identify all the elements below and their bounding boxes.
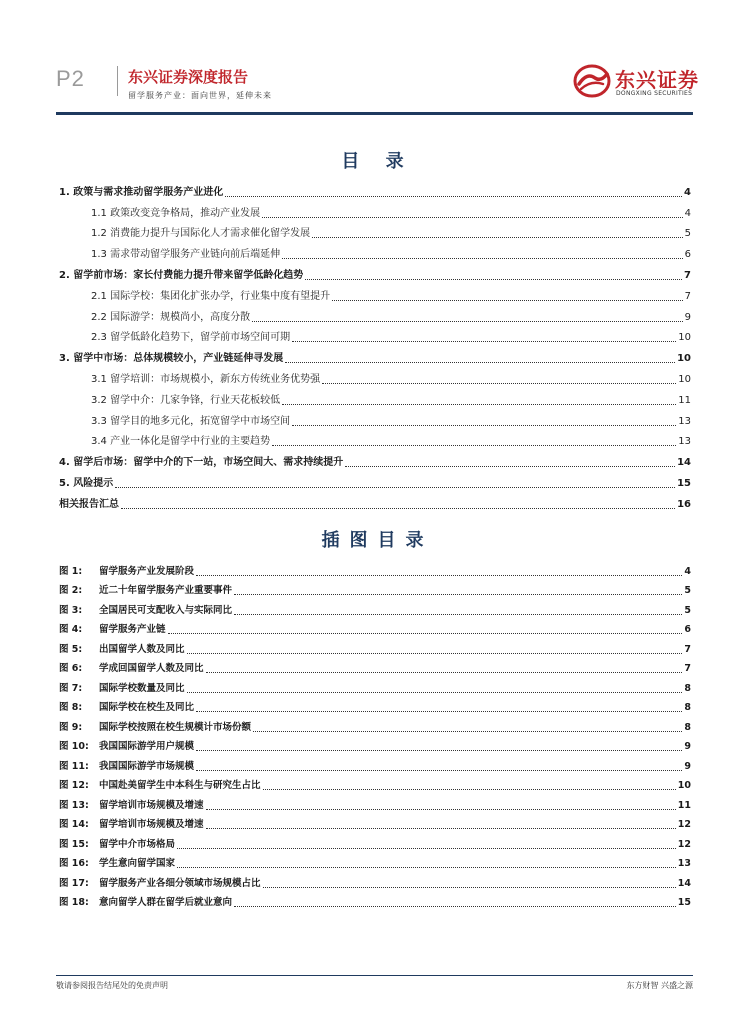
- toc-entry-page: 9: [684, 311, 691, 323]
- toc-entry-page: 13: [678, 436, 691, 448]
- figure-number: 图 16:: [59, 858, 89, 869]
- figure-page: 5: [684, 585, 691, 596]
- figure-number: 图 13:: [59, 799, 89, 811]
- toc-entry-page: 16: [677, 498, 691, 510]
- figure-entry[interactable]: [59, 812, 691, 832]
- figure-title: 全国居民可支配收入与实际同比: [99, 604, 233, 616]
- figure-number: 图 12:: [59, 780, 89, 791]
- leader-dots: [168, 633, 683, 634]
- leader-dots: [196, 750, 682, 751]
- leader-dots: [234, 594, 682, 595]
- leader-dots: [234, 906, 676, 907]
- figure-title: 我国国际游学用户规模: [99, 741, 195, 752]
- toc-entry-text: 1.3 需求带动留学服务产业链向前后端延伸: [91, 249, 281, 261]
- leader-dots: [263, 887, 676, 888]
- toc-entry-page: 11: [678, 394, 691, 406]
- figure-number: 图 1:: [59, 565, 83, 577]
- leader-dots: [282, 258, 683, 259]
- list-of-figures: [59, 558, 691, 909]
- figure-entry[interactable]: [59, 734, 691, 754]
- figure-entry[interactable]: [59, 792, 691, 812]
- leader-dots: [196, 575, 682, 576]
- figure-number: 图 15:: [59, 838, 89, 850]
- figure-title: 意向留学人群在留学后就业意向: [99, 897, 233, 908]
- figure-title: 国际学校数量及同比: [99, 682, 185, 694]
- toc-entry[interactable]: [59, 178, 691, 199]
- figure-entry[interactable]: [59, 558, 691, 578]
- figure-page: 5: [684, 604, 691, 616]
- figure-number: 图 2:: [59, 585, 83, 596]
- figure-title: 国际学校按照在校生规模计市场份额: [99, 721, 252, 733]
- leader-dots: [206, 828, 676, 829]
- toc-entry-text: 2.1 国际学校：集团化扩张办学，行业集中度有望提升: [91, 290, 331, 302]
- figure-page: 6: [684, 624, 691, 635]
- leader-dots: [177, 867, 676, 868]
- logo-text-cn: 东兴证券: [615, 68, 699, 92]
- leader-dots: [262, 217, 683, 218]
- toc-entry[interactable]: [59, 365, 691, 386]
- footer-slogan: 东方财智 兴盛之源: [626, 981, 693, 990]
- toc-entry-page: 7: [684, 290, 691, 302]
- figure-number: 图 14:: [59, 819, 89, 830]
- toc-entry-text: 1.2 消费能力提升与国际化人才需求催化留学发展: [91, 228, 311, 240]
- figure-entry[interactable]: [59, 617, 691, 637]
- toc-entry-page: 5: [684, 228, 691, 240]
- logo-mark-icon: [573, 64, 611, 98]
- toc-entry-page: 6: [684, 249, 691, 261]
- figure-page: 9: [684, 760, 691, 772]
- figure-page: 9: [684, 741, 691, 752]
- toc-entry[interactable]: [59, 324, 691, 345]
- figure-number: 图 3:: [59, 604, 83, 616]
- toc-entry-text: 2.2 国际游学：规模尚小，高度分散: [91, 311, 251, 323]
- figure-title: 留学服务产业链: [99, 624, 166, 635]
- leader-dots: [225, 196, 682, 197]
- toc-entry-text: 2.3 留学低龄化趋势下，留学前市场空间可期: [91, 332, 291, 344]
- leader-dots: [292, 425, 676, 426]
- header-rule: [56, 112, 693, 115]
- figure-title: 国际学校在校生及同比: [99, 702, 195, 713]
- figure-entry[interactable]: [59, 714, 691, 734]
- toc-entry-text: 3.1 留学培训：市场规模小，新东方传统业务优势强: [91, 373, 321, 385]
- toc-entry-page: 4: [684, 186, 691, 198]
- figure-entry[interactable]: [59, 695, 691, 715]
- figure-title: 留学中介市场格局: [99, 838, 176, 850]
- figure-entry[interactable]: [59, 831, 691, 851]
- toc-entry-page: 7: [684, 269, 691, 281]
- figure-page: 8: [684, 682, 691, 694]
- toc-entry-text: 相关报告汇总: [59, 498, 119, 510]
- figure-page: 10: [677, 780, 691, 791]
- toc-entry[interactable]: [59, 386, 691, 407]
- figure-number: 图 8:: [59, 702, 83, 713]
- figure-page: 12: [677, 838, 691, 850]
- footer-rule: [56, 975, 693, 976]
- leader-dots: [187, 692, 683, 693]
- figure-entry[interactable]: [59, 870, 691, 890]
- toc-entry-text: 3.3 留学目的地多元化，拓宽留学中市场空间: [91, 415, 291, 427]
- toc-entry[interactable]: [59, 344, 691, 365]
- toc-entry[interactable]: [59, 199, 691, 220]
- toc-entry-page: 10: [678, 332, 691, 344]
- toc-entry[interactable]: [59, 303, 691, 324]
- report-subtitle: 留学服务产业：面向世界，延伸未来: [128, 91, 272, 100]
- figure-title: 学生意向留学国家: [99, 858, 176, 869]
- toc-entry-page: 10: [677, 353, 691, 365]
- leader-dots: [253, 731, 682, 732]
- figure-page: 8: [684, 702, 691, 713]
- page-header: [0, 0, 755, 120]
- figure-number: 图 5:: [59, 643, 83, 655]
- figure-page: 8: [684, 721, 691, 733]
- leader-dots: [206, 672, 683, 673]
- figure-number: 图 7:: [59, 682, 83, 694]
- figure-title: 留学培训市场规模及增速: [99, 799, 204, 811]
- toc-entry-text: 3.2 留学中介：几家争锋，行业天花板较低: [91, 394, 281, 406]
- figure-title: 留学培训市场规模及增速: [99, 819, 204, 830]
- figure-page: 13: [677, 858, 691, 869]
- leader-dots: [263, 789, 676, 790]
- logo-text-en: DONGXING SECURITIES: [616, 90, 693, 97]
- leader-dots: [345, 466, 675, 467]
- leader-dots: [272, 445, 676, 446]
- header-divider: [117, 66, 118, 96]
- toc-title: 目 录: [341, 151, 414, 172]
- toc-entry-text: 3.4 产业一体化是留学中行业的主要趋势: [91, 436, 271, 448]
- company-logo: [573, 62, 703, 102]
- leader-dots: [292, 341, 676, 342]
- leader-dots: [282, 404, 676, 405]
- figure-number: 图 9:: [59, 721, 83, 733]
- figure-entry[interactable]: [59, 656, 691, 676]
- figure-title: 学成回国留学人数及同比: [99, 663, 204, 674]
- figure-page: 4: [684, 565, 691, 577]
- toc-entry-page: 10: [678, 373, 691, 385]
- figure-number: 图 6:: [59, 663, 83, 674]
- figure-title: 出国留学人数及同比: [99, 643, 185, 655]
- table-of-contents: [59, 178, 691, 511]
- footer-disclaimer: 敬请参阅报告结尾处的免责声明: [56, 981, 168, 990]
- figure-title: 近二十年留学服务产业重要事件: [99, 585, 233, 596]
- figure-entry[interactable]: [59, 578, 691, 598]
- leader-dots: [285, 362, 675, 363]
- toc-entry-text: 1.1 政策改变竞争格局，推动产业发展: [91, 207, 261, 219]
- leader-dots: [312, 237, 683, 238]
- figures-title: 插图目录: [321, 530, 434, 551]
- leader-dots: [196, 711, 682, 712]
- figure-page: 7: [684, 663, 691, 674]
- toc-entry[interactable]: [59, 220, 691, 241]
- figure-title: 留学服务产业发展阶段: [99, 565, 195, 577]
- figure-number: 图 4:: [59, 624, 83, 635]
- toc-entry-page: 4: [684, 207, 691, 219]
- page-number: P2: [56, 66, 85, 91]
- figure-entry[interactable]: [59, 890, 691, 910]
- toc-entry-text: 1. 政策与需求推动留学服务产业进化: [59, 186, 224, 198]
- figure-number: 图 17:: [59, 877, 89, 889]
- figure-page: 7: [684, 643, 691, 655]
- toc-entry[interactable]: [59, 240, 691, 261]
- figure-number: 图 10:: [59, 741, 89, 752]
- leader-dots: [332, 300, 683, 301]
- toc-entry[interactable]: [59, 469, 691, 490]
- toc-entry-page: 13: [678, 415, 691, 427]
- toc-entry-text: 2. 留学前市场：家长付费能力提升带来留学低龄化趋势: [59, 269, 304, 281]
- figure-entry[interactable]: [59, 773, 691, 793]
- figure-title: 我国国际游学市场规模: [99, 760, 195, 772]
- figure-entry[interactable]: [59, 597, 691, 617]
- toc-entry[interactable]: [59, 261, 691, 282]
- leader-dots: [305, 279, 682, 280]
- leader-dots: [115, 487, 675, 488]
- figure-page: 14: [677, 877, 691, 889]
- report-series-title: 东兴证券深度报告: [128, 68, 249, 86]
- figure-page: 11: [677, 799, 691, 811]
- toc-entry-text: 4. 留学后市场：留学中介的下一站，市场空间大、需求持续提升: [59, 457, 344, 469]
- figure-entry[interactable]: [59, 675, 691, 695]
- leader-dots: [121, 508, 675, 509]
- toc-entry[interactable]: [59, 490, 691, 511]
- figure-title: 留学服务产业各细分领域市场规模占比: [99, 877, 261, 889]
- leader-dots: [177, 848, 676, 849]
- leader-dots: [187, 653, 683, 654]
- toc-entry-page: 15: [677, 477, 691, 489]
- figure-page: 12: [677, 819, 691, 830]
- figure-number: 图 11:: [59, 760, 89, 772]
- figure-number: 图 18:: [59, 897, 89, 908]
- leader-dots: [196, 770, 682, 771]
- figure-entry[interactable]: [59, 753, 691, 773]
- toc-entry-text: 3. 留学中市场：总体规模较小，产业链延伸寻发展: [59, 353, 284, 365]
- leader-dots: [206, 809, 676, 810]
- toc-entry[interactable]: [59, 407, 691, 428]
- toc-entry[interactable]: [59, 282, 691, 303]
- figure-entry[interactable]: [59, 636, 691, 656]
- toc-entry[interactable]: [59, 428, 691, 449]
- toc-entry[interactable]: [59, 448, 691, 469]
- leader-dots: [322, 383, 676, 384]
- leader-dots: [234, 614, 682, 615]
- figure-entry[interactable]: [59, 851, 691, 871]
- toc-entry-text: 5. 风险提示: [59, 477, 114, 489]
- figure-title: 中国赴美留学生中本科生与研究生占比: [99, 780, 261, 791]
- leader-dots: [252, 321, 683, 322]
- toc-entry-page: 14: [677, 457, 691, 469]
- figure-page: 15: [677, 897, 691, 908]
